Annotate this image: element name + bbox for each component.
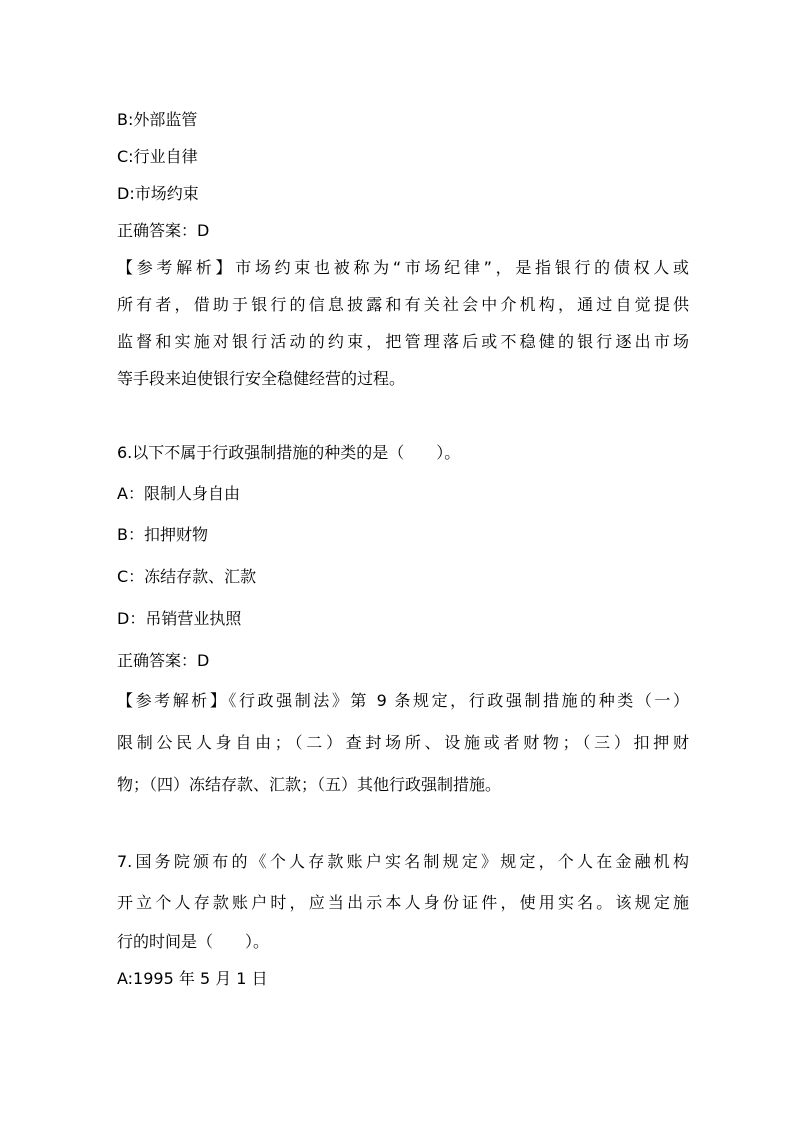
option-d: D：吊销营业执照 [117, 609, 242, 628]
analysis-line: 限制公民人身自由；（二）查封场所、设施或者财物；（三）扣押财 [117, 733, 689, 752]
analysis-line: 所有者，借助于银行的信息披露和有关社会中介机构，通过自觉提供 [117, 295, 689, 314]
question-7-line: 行的时间是（ ）。 [117, 932, 270, 951]
correct-answer: 正确答案：D [117, 221, 210, 240]
option-c: C：冻结存款、汇款 [117, 567, 257, 586]
question-7-line: 7.国务院颁布的《个人存款账户实名制规定》规定，个人在金融机构 [117, 852, 689, 871]
question-6: 6.以下不属于行政强制措施的种类的是（ ）。 [117, 443, 461, 462]
option-b: B：扣押财物 [117, 525, 208, 544]
analysis-line: 监督和实施对银行活动的约束，把管理落后或不稳健的银行逐出市场 [117, 332, 689, 351]
correct-answer: 正确答案：D [117, 651, 210, 670]
analysis-line: 【参考解析】《行政强制法》第 9 条规定，行政强制措施的种类（一） [117, 691, 689, 710]
option-c: C:行业自律 [117, 147, 198, 166]
analysis-line: 等手段来迫使银行安全稳健经营的过程。 [117, 369, 406, 388]
option-d: D:市场约束 [117, 184, 199, 203]
option-a: A：限制人身自由 [117, 484, 240, 503]
option-a: A:1995 年 5 月 1 日 [117, 969, 268, 988]
analysis-line: 【参考解析】市场约束也被称为“市场纪律”，是指银行的债权人或 [117, 258, 689, 277]
analysis-line: 物；（四）冻结存款、汇款；（五）其他行政强制措施。 [117, 775, 502, 794]
question-7-line: 开立个人存款账户时，应当出示本人身份证件，使用实名。该规定施 [117, 893, 689, 912]
option-b: B:外部监管 [117, 110, 198, 129]
